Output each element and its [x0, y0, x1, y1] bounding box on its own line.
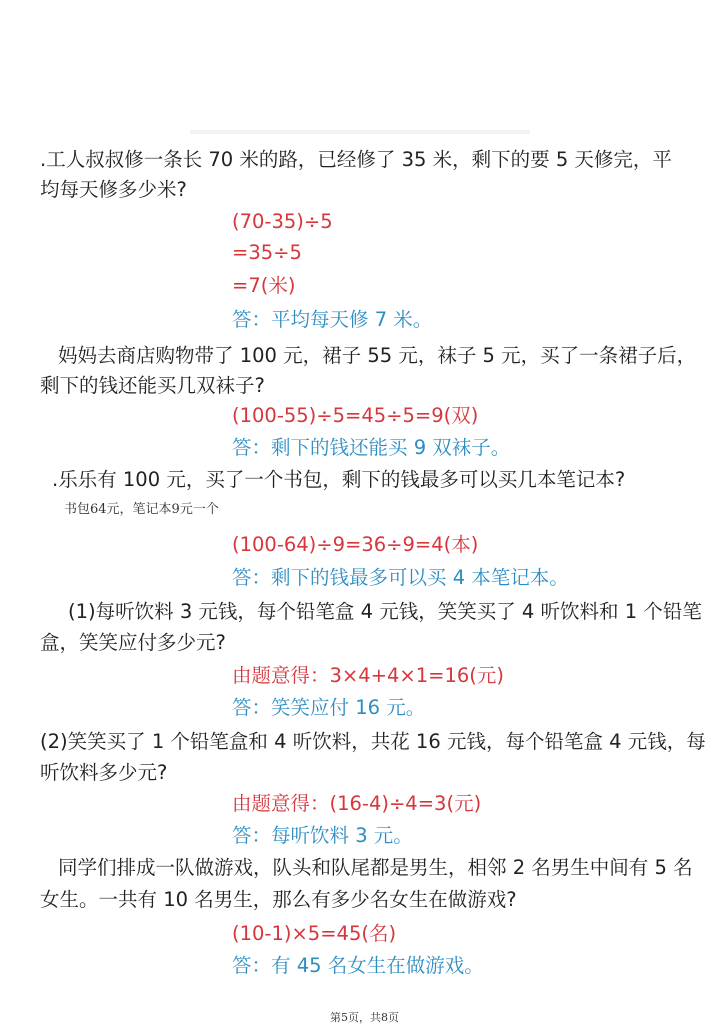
solution-line: =35÷5 — [232, 241, 302, 264]
solution-line: (70-35)÷5 — [232, 210, 333, 233]
question-line: 剩下的钱还能买几双袜子? — [40, 374, 265, 397]
question-line: .工人叔叔修一条长 70 米的路，已经修了 35 米，剩下的要 5 天修完，平 — [40, 148, 672, 171]
answer-line: 答：剩下的钱还能买 9 双袜子。 — [232, 436, 511, 459]
answer-line: 答：有 45 名女生在做游戏。 — [232, 954, 484, 977]
page-footer: 第5页，共8页 — [330, 1011, 399, 1024]
solution-line: 由题意得：3×4+4×1=16(元) — [232, 664, 505, 687]
solution-line: 由题意得：(16-4)÷4=3(元) — [232, 792, 482, 815]
solution-line: =7(米) — [232, 274, 296, 297]
answer-line: 答：剩下的钱最多可以买 4 本笔记本。 — [232, 566, 569, 589]
question-line: 盒，笑笑应付多少元? — [40, 631, 226, 654]
faded-header-residue — [190, 130, 530, 134]
solution-line: (100-55)÷5=45÷5=9(双) — [232, 404, 479, 427]
question-line: 女生。一共有 10 名男生，那么有多少名女生在做游戏? — [40, 888, 517, 911]
question-line: (1)每听饮料 3 元钱，每个铅笔盒 4 元钱，笑笑买了 4 听饮料和 1 个铅笔 — [68, 600, 702, 623]
question-line: (2)笑笑买了 1 个铅笔盒和 4 听饮料，共花 16 元钱，每个铅笔盒 4 元钱，每 — [40, 730, 706, 753]
answer-line: 答：平均每天修 7 米。 — [232, 308, 433, 331]
solution-line: (100-64)÷9=36÷9=4(本) — [232, 533, 479, 556]
question-line: 同学们排成一队做游戏，队头和队尾都是男生，相邻 2 名男生中间有 5 名 — [58, 856, 693, 879]
handwritten-note: 书包64元，笔记本9元一个 — [64, 502, 219, 517]
question-line: .乐乐有 100 元，买了一个书包，剩下的钱最多可以买几本笔记本? — [52, 468, 626, 491]
answer-line: 答：笑笑应付 16 元。 — [232, 696, 426, 719]
answer-line: 答：每听饮料 3 元。 — [232, 824, 413, 847]
question-line: 均每天修多少米? — [40, 178, 187, 201]
solution-line: (10-1)×5=45(名) — [232, 922, 397, 945]
question-line: 听饮料多少元? — [40, 761, 168, 784]
question-line: 妈妈去商店购物带了 100 元，裙子 55 元，袜子 5 元，买了一条裙子后， — [58, 344, 697, 367]
